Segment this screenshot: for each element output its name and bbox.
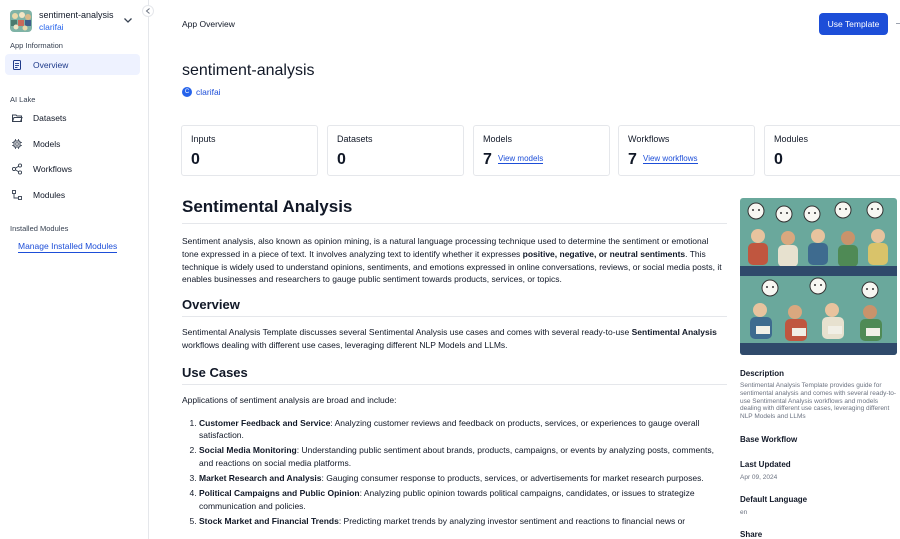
page-title: sentiment-analysis: [182, 62, 315, 79]
breadcrumb-title: App Overview: [182, 19, 235, 29]
app-cover-image: [740, 198, 897, 355]
stat-value: 0: [191, 151, 200, 168]
manage-installed-modules-link[interactable]: Manage Installed Modules: [18, 241, 118, 251]
app-information-label: App Information: [10, 41, 63, 50]
use-cases-list: [182, 417, 727, 528]
sidebar-item-overview[interactable]: [5, 54, 140, 75]
view-models-link[interactable]: View models: [498, 154, 544, 163]
stat-card-modules: [764, 125, 900, 176]
more-menu-icon[interactable]: [896, 23, 900, 24]
stat-card-models: [473, 125, 610, 176]
use-template-button[interactable]: Use Template: [819, 13, 888, 35]
overview-paragraph: Sentimental Analysis Template discusses several Sentimental Analysis use cases and comes with several ready-to-use Sentimental Analysis workflows dealing with different use cases, leveraging different NLP Models and LLMs.: [182, 327, 717, 350]
sidebar-item-modules-label: Modules: [33, 189, 66, 200]
list-item: 4. Political Campaigns and Public Opinion: Analyzing public opinion towards political campaigns, candidates, or issues to strategize communication and policies.: [199, 487, 727, 513]
collapse-sidebar-button[interactable]: [142, 5, 154, 17]
view-workflows-link[interactable]: View workflows: [643, 154, 698, 163]
sidebar-item-models-label: Models: [33, 138, 61, 149]
cpu-icon: [11, 138, 23, 150]
default-language-label: Default Language: [740, 495, 808, 504]
stat-value: 0: [774, 151, 783, 168]
sidebar-item-workflows-label: Workflows: [33, 163, 73, 174]
folder-icon: [11, 112, 23, 124]
stat-value: 7: [483, 151, 492, 168]
share-label: Share: [740, 530, 763, 539]
sidebar-item-models[interactable]: [5, 133, 140, 154]
stat-label: Modules: [774, 134, 809, 144]
owner-link[interactable]: [182, 87, 221, 97]
stat-value: 0: [337, 151, 346, 168]
arrow-left-icon: [144, 7, 152, 15]
description-text: Sentimental Analysis Template provides guide for sentimental analysis and comes with several ready-to-use Sentimental Analysis workflows and models dealing with different use cases, leveraging different NLP Models and LLMs: [740, 382, 897, 421]
app-switcher[interactable]: [10, 9, 136, 33]
app-name: sentiment-analysis: [39, 9, 114, 20]
app-thumbnail: [10, 10, 32, 32]
owner-name: clarifai: [196, 87, 221, 97]
chevron-down-icon[interactable]: [122, 14, 134, 26]
stat-label: Workflows: [628, 134, 670, 144]
tree-icon: [11, 189, 23, 201]
installed-modules-label: Installed Modules: [10, 224, 69, 233]
default-language-value: en: [740, 509, 748, 516]
ai-lake-label: AI Lake: [10, 95, 36, 104]
sidebar-item-workflows[interactable]: [5, 158, 140, 179]
readme-heading: Sentimental Analysis: [182, 197, 727, 224]
description-label: Description: [740, 369, 785, 378]
list-item: 3. Market Research and Analysis: Gauging consumer response to products, services, or advertisements for market research purposes.: [199, 472, 727, 485]
sidebar-item-datasets-label: Datasets: [33, 112, 67, 123]
avatar: C: [182, 87, 192, 97]
sidebar-item-overview-label: Overview: [33, 59, 69, 70]
list-item: 5. Stock Market and Financial Trends: Predicting market trends by analyzing investor sentiment and reactions to financial news or: [199, 515, 727, 528]
last-updated-label: Last Updated: [740, 460, 791, 469]
use-cases-intro: Applications of sentiment analysis are broad and include:: [182, 394, 397, 405]
sidebar-item-modules[interactable]: [5, 184, 140, 205]
readme-content: [182, 197, 727, 530]
stat-label: Models: [483, 134, 513, 144]
list-item: 2. Social Media Monitoring: Understanding public sentiment about brands, products, campaigns, or events by analyzing posts, comments, and reactions on social media platforms.: [199, 444, 727, 470]
base-workflow-label: Base Workflow: [740, 435, 798, 444]
stat-label: Inputs: [191, 134, 216, 144]
stat-value: 7: [628, 151, 637, 168]
document-icon: [11, 59, 23, 71]
last-updated-value: Apr 09, 2024: [740, 474, 778, 481]
use-cases-heading: Use Cases: [182, 365, 727, 385]
sidebar: [0, 0, 149, 539]
stat-card-workflows: [618, 125, 755, 176]
stat-card-inputs: [181, 125, 318, 176]
stat-card-datasets: [327, 125, 464, 176]
stat-label: Datasets: [337, 134, 373, 144]
readme-intro: Sentiment analysis, also known as opinion mining, is a natural language processing technique used to determine the sentiment or emotional tone expressed in a piece of text. It involves analyzing text to identify whether it expresses positive, negative, or neutral sentiments. This technique is widely used to understand opinions, sentiments, and emotions expressed in online conversations, reviews, or social media posts, it enables businesses and researchers to gauge public sentiment towards products, services, or topics.: [182, 236, 722, 285]
list-item: 1. Customer Feedback and Service: Analyzing customer reviews and feedback on products, services, or experiences to gauge overall satisfaction.: [199, 417, 727, 443]
sidebar-item-datasets[interactable]: [5, 107, 140, 128]
overview-heading: Overview: [182, 297, 727, 317]
share-nodes-icon: [11, 163, 23, 175]
app-owner[interactable]: clarifai: [39, 21, 64, 32]
